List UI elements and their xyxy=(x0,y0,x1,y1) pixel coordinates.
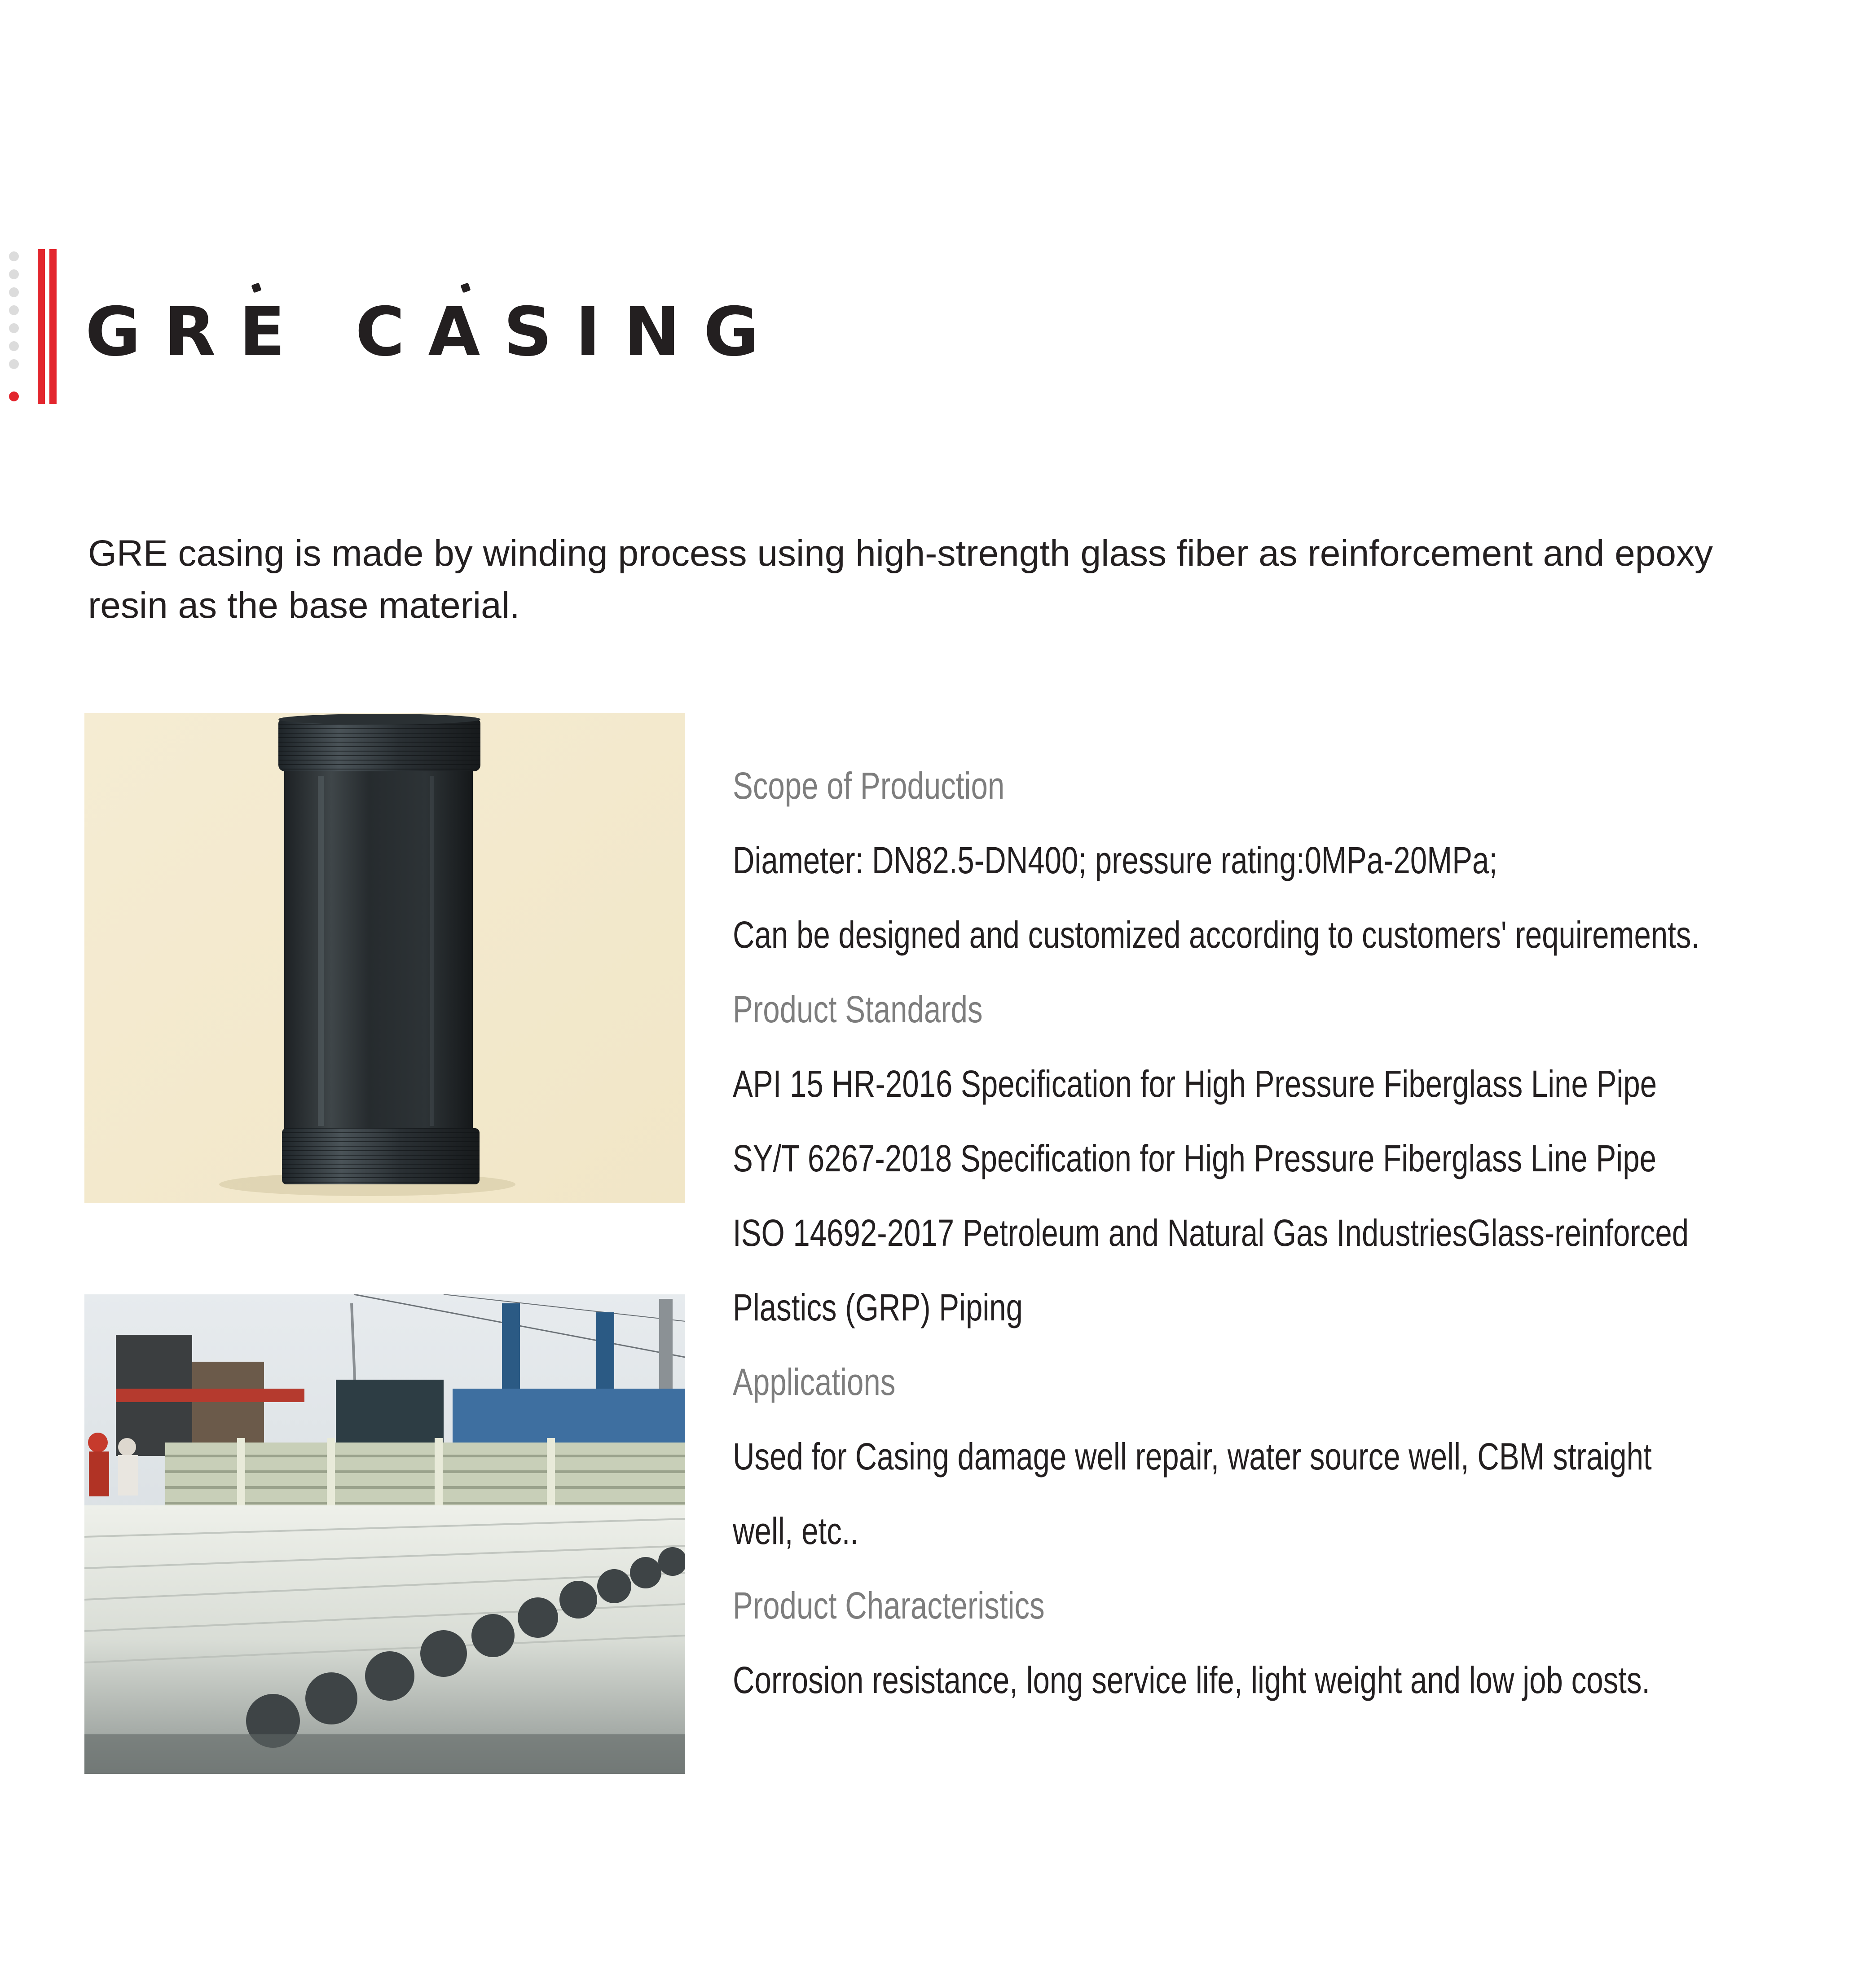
red-accent-bar xyxy=(38,249,45,404)
red-accent-bar xyxy=(49,249,57,404)
title-accent-mark xyxy=(460,282,471,293)
pipe-stack-photo xyxy=(84,1294,685,1774)
standard-iso: ISO 14692-2017 Petroleum and Natural Gas IndustriesGlass-reinforced xyxy=(733,1212,1689,1254)
dot xyxy=(9,341,19,351)
gre-casing-photo xyxy=(84,713,685,1203)
dot-red xyxy=(9,391,19,401)
scope-heading: Scope of Production xyxy=(733,765,1005,807)
standards-heading: Product Standards xyxy=(733,988,983,1030)
dot xyxy=(9,305,19,315)
applications-line-continued: well, etc.. xyxy=(733,1510,859,1552)
dot xyxy=(9,359,19,369)
dot xyxy=(9,269,19,279)
page-title: GRE CASING xyxy=(85,293,782,371)
scope-custom-line: Can be designed and customized according to customers' requirements. xyxy=(733,914,1700,956)
decorative-dots xyxy=(7,251,21,404)
intro-paragraph: GRE casing is made by winding process using high-strength glass fiber as reinforcement and epoxy resin as the base material. xyxy=(88,533,1713,626)
dot xyxy=(9,287,19,297)
applications-heading: Applications xyxy=(733,1361,896,1403)
title-accent-mark xyxy=(251,282,261,293)
standard-iso-continued: Plastics (GRP) Piping xyxy=(733,1286,1023,1328)
characteristics-heading: Product Characteristics xyxy=(733,1584,1045,1627)
dot xyxy=(9,251,19,261)
dot xyxy=(9,323,19,333)
characteristics-line: Corrosion resistance, long service life, light weight and low job costs. xyxy=(733,1659,1651,1701)
applications-line: Used for Casing damage well repair, water source well, CBM straight xyxy=(733,1435,1652,1478)
spec-list xyxy=(733,759,1810,1728)
standard-api: API 15 HR-2016 Specification for High Pressure Fiberglass Line Pipe xyxy=(733,1063,1657,1105)
standard-syt: SY/T 6267-2018 Specification for High Pressure Fiberglass Line Pipe xyxy=(733,1137,1656,1179)
scope-diameter-line: Diameter: DN82.5-DN400; pressure rating:0MPa-20MPa; xyxy=(733,839,1498,881)
